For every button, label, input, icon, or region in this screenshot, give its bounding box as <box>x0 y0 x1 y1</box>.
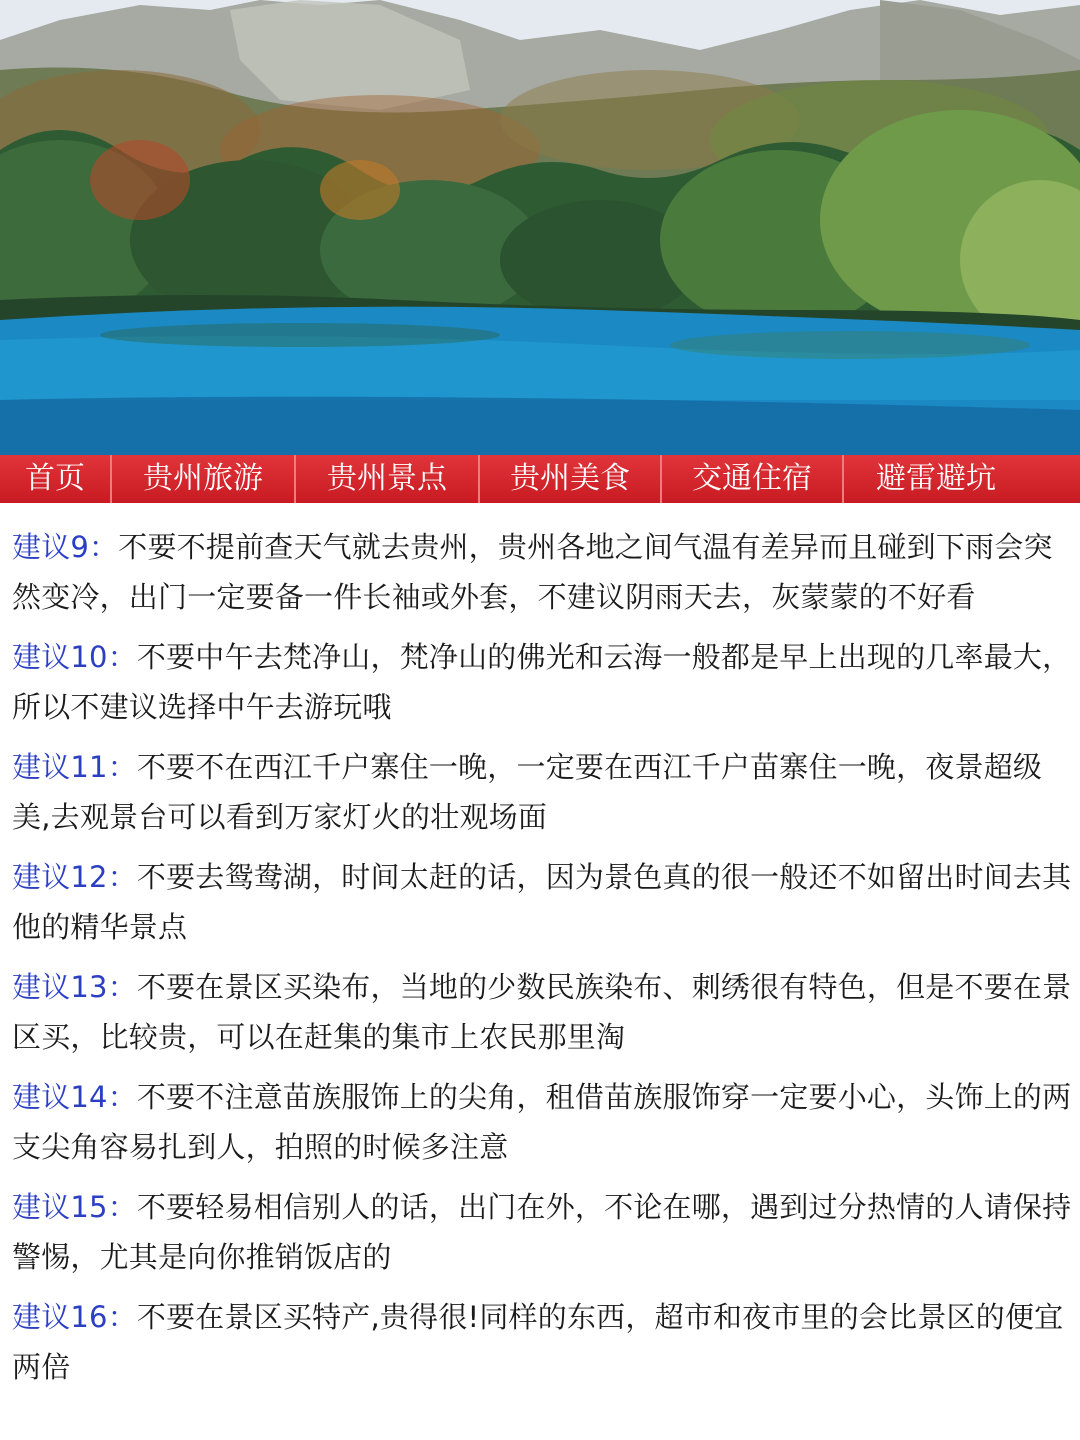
tip-label: 建议15： <box>12 1190 137 1224</box>
nav-item-home[interactable]: 首页 <box>0 455 112 503</box>
nav-item-guizhou-food[interactable]: 贵州美食 <box>480 455 662 503</box>
tips-list <box>12 522 1072 1402</box>
tip-label: 建议16： <box>12 1300 137 1334</box>
tip-item-13 <box>12 962 1072 1062</box>
tip-label: 建议12： <box>12 860 137 894</box>
nav-item-guizhou-travel[interactable]: 贵州旅游 <box>112 455 296 503</box>
hero-photo <box>0 0 1080 455</box>
tip-label: 建议10： <box>12 640 137 674</box>
tip-item-9 <box>12 522 1072 622</box>
tip-label: 建议14： <box>12 1080 137 1114</box>
tip-text: 不要在景区买染布，当地的少数民族染布、刺绣很有特色，但是不要在景区买，比较贵，可以在赶集的集市上农民那里淘 <box>12 970 1072 1054</box>
tip-text: 不要不注意苗族服饰上的尖角，租借苗族服饰穿一定要小心，头饰上的两支尖角容易扎到人，拍照的时候多注意 <box>12 1080 1072 1164</box>
mountain-lake-illustration <box>0 0 1080 455</box>
tip-text: 不要去鸳鸯湖，时间太赶的话，因为景色真的很一般还不如留出时间去其他的精华景点 <box>12 860 1072 944</box>
tip-text: 不要不提前查天气就去贵州，贵州各地之间气温有差异而且碰到下雨会突然变冷，出门一定要备一件长袖或外套，不建议阴雨天去，灰蒙蒙的不好看 <box>12 530 1053 614</box>
tip-label: 建议13： <box>12 970 137 1004</box>
tip-item-16 <box>12 1292 1072 1392</box>
nav-item-guizhou-spots[interactable]: 贵州景点 <box>296 455 480 503</box>
tip-item-11 <box>12 742 1072 842</box>
tip-item-14 <box>12 1072 1072 1172</box>
nav-item-pitfalls[interactable]: 避雷避坑 <box>876 461 996 496</box>
nav-bar <box>0 455 1080 503</box>
nav-item-transport-lodging[interactable]: 交通住宿 <box>662 455 844 503</box>
tip-text: 不要在景区买特产,贵得很!同样的东西，超市和夜市里的会比景区的便宜两倍 <box>12 1300 1064 1384</box>
tip-text: 不要不在西江千户寨住一晚，一定要在西江千户苗寨住一晚，夜景超级美,去观景台可以看到万家灯火的壮观场面 <box>12 750 1043 834</box>
tip-item-15 <box>12 1182 1072 1282</box>
tip-text: 不要轻易相信别人的话，出门在外，不论在哪，遇到过分热情的人请保持警惕，尤其是向你推销饭店的 <box>12 1190 1072 1274</box>
tip-text: 不要中午去梵净山，梵净山的佛光和云海一般都是早上出现的几率最大，所以不建议选择中午去游玩哦 <box>12 640 1072 724</box>
tip-item-10 <box>12 632 1072 732</box>
tip-label: 建议11： <box>12 750 137 784</box>
tip-item-12 <box>12 852 1072 952</box>
tip-label: 建议9： <box>12 530 119 564</box>
